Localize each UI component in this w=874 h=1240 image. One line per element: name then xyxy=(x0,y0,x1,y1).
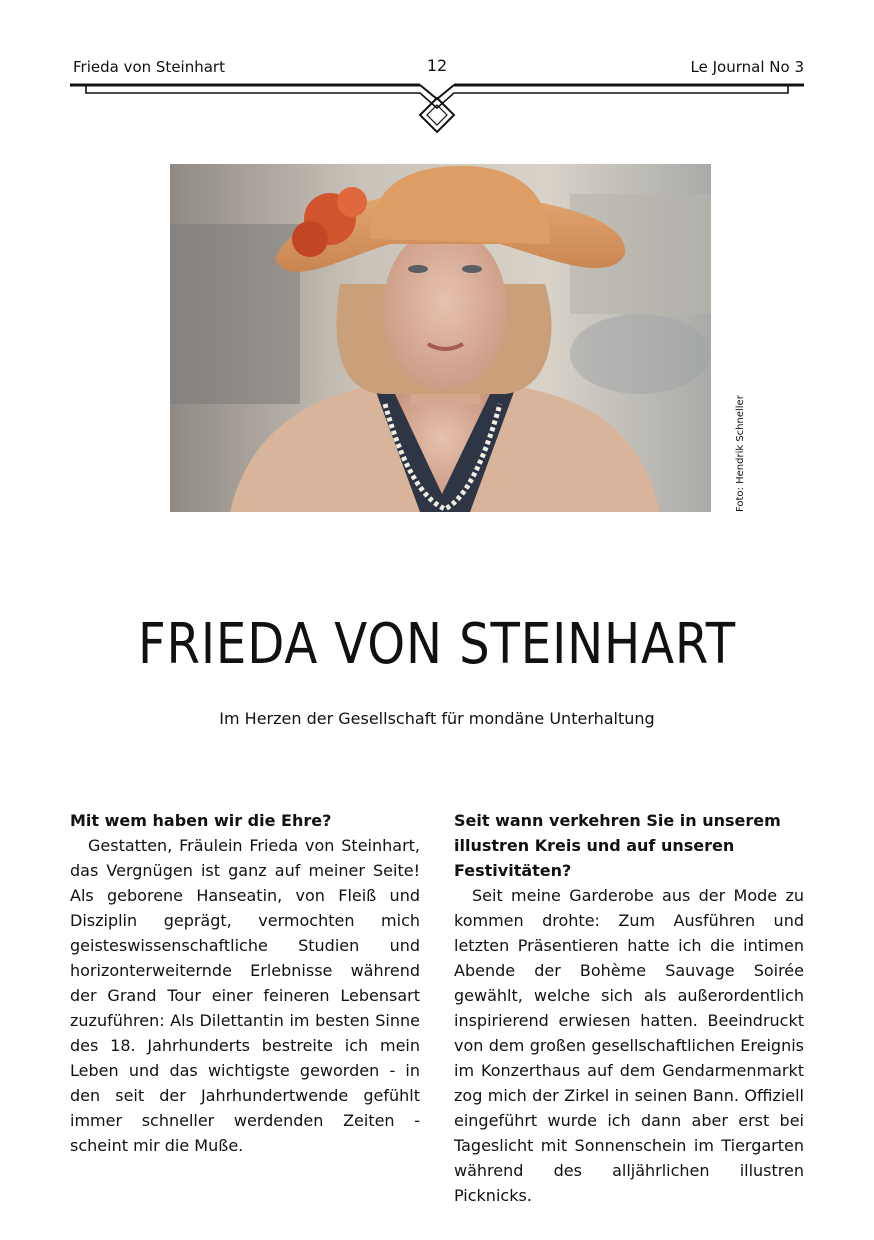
art-deco-divider xyxy=(70,80,804,135)
interview-question: Mit wem haben wir die Ehre? xyxy=(70,811,332,830)
portrait-photo xyxy=(170,164,711,512)
article-title: FRIEDA VON STEINHART xyxy=(137,612,737,677)
left-column xyxy=(70,808,420,1158)
portrait-image xyxy=(170,164,711,512)
photo-credit: Foto: Hendrik Schneller xyxy=(735,395,746,512)
interview-question: Seit wann verkehren Sie in unserem illustren Kreis und auf unseren Festivitäten? xyxy=(454,811,781,880)
right-column xyxy=(454,808,804,1208)
header-right-title: Le Journal No 3 xyxy=(690,58,804,76)
interview-answer: Seit meine Garderobe aus der Mode zu kommen drohte: Zum Ausführen und letzten Präsentieren hatte ich die intimen Abende der Bohème Sauvage Soirée gewählt, welche sich als außerordentlich inspirierend erwiesen hatten. Beeindruckt von dem großen gesellschaftlichen Ereignis im Konzerthaus auf dem Gendarmenmarkt zog mich der Zirkel in seinen Bann. Offiziell eingeführt wurde ich dann aber erst bei Tageslicht mit Sonnenschein im Tiergarten während des alljährlichen illustren Picknicks. xyxy=(454,886,804,1205)
article-subtitle: Im Herzen der Gesellschaft für mondäne Unterhaltung xyxy=(219,709,655,728)
header-left-title: Frieda von Steinhart xyxy=(73,58,225,76)
interview-answer: Gestatten, Fräulein Frieda von Steinhart, das Vergnügen ist ganz auf meiner Seite! Als geborene Hanseatin, von Fleiß und Disziplin geprägt, vermochten mich geisteswissenschaftliche Studien und horizonterweiternde Erlebnisse während der Grand Tour einer feineren Lebensart zuzuführen: Als Dilettantin im besten Sinne des 18. Jahrhunderts bestreite ich mein Leben und das wichtigste geworden - in den seit der Jahrhundertwende gefühlt immer schneller werdenden Zeiten - scheint mir die Muße. xyxy=(70,836,420,1155)
page-number: 12 xyxy=(426,56,448,75)
